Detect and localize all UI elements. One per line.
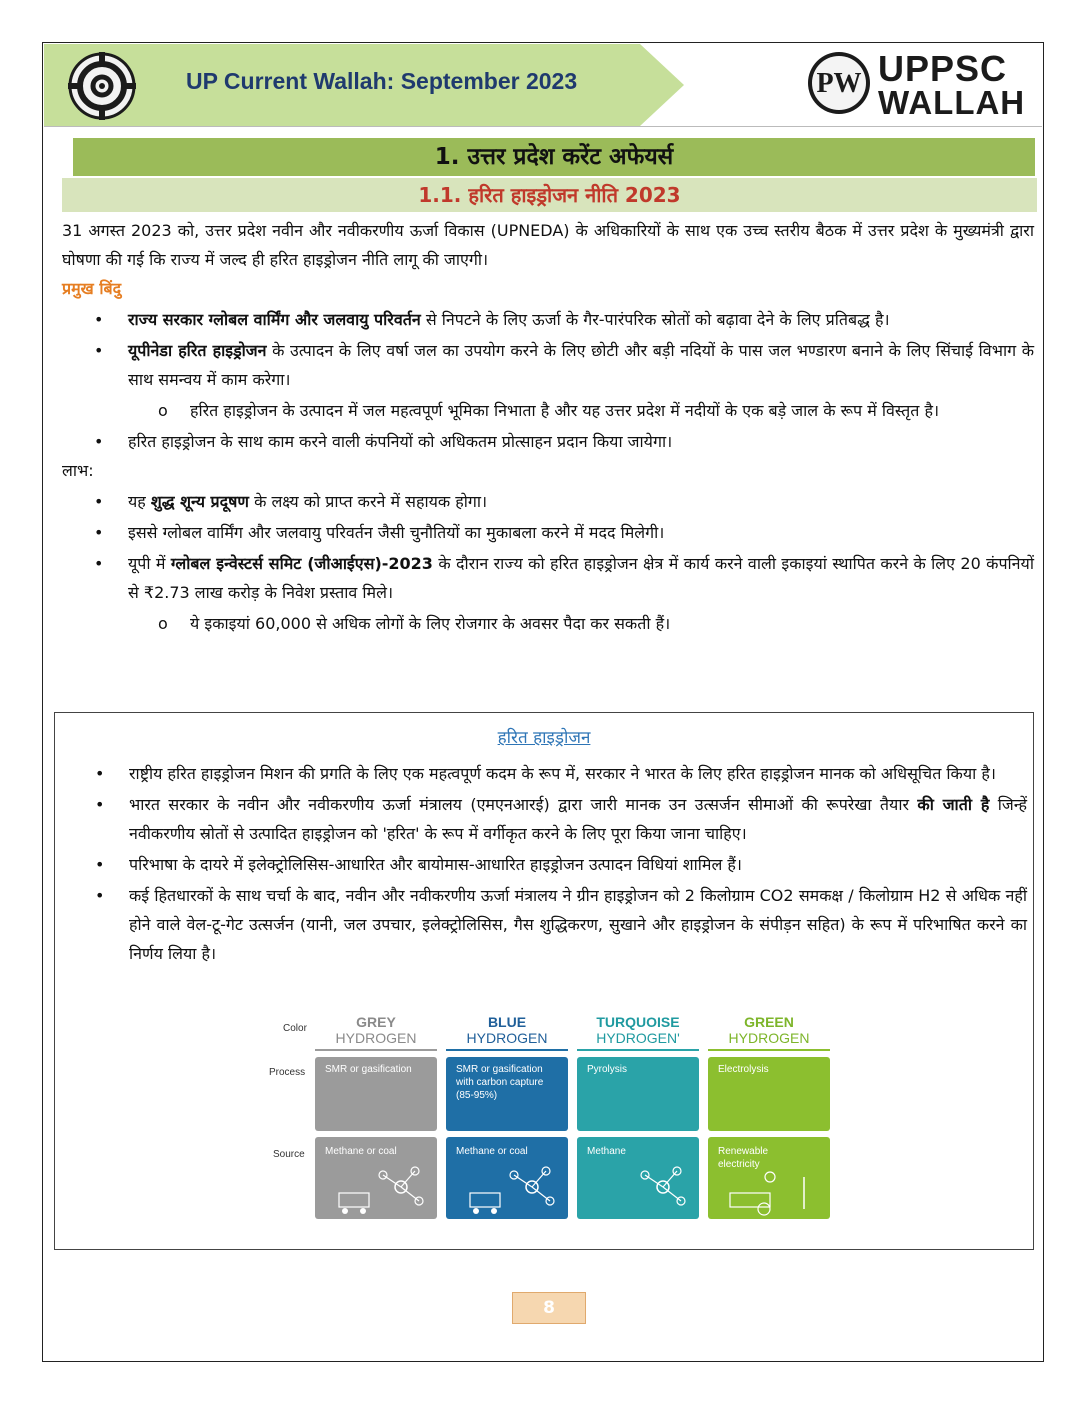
section-title: 1. उत्तर प्रदेश करेंट अफेयर्स <box>73 138 1035 176</box>
source-text: Renewable electricity <box>718 1146 769 1170</box>
info-box-content <box>63 757 1027 968</box>
info-box-list <box>63 759 1027 968</box>
column-subname: HYDROGEN <box>335 1030 417 1046</box>
benefits-list <box>62 487 1034 607</box>
row-label-source: Source <box>273 1149 305 1160</box>
page-header <box>44 44 1042 126</box>
brand-name-line1: UPPSC <box>878 48 1008 89</box>
column-name: GREY <box>356 1014 396 1030</box>
sub-list-item: o हरित हाइड्रोजन के उत्पादन में जल महत्वपूर्ण भूमिका निभाता है और यह उत्तर प्रदेश में नदीयों के एक बड़े जाल के रूप में विस्तृत है। <box>158 401 940 420</box>
info-box <box>54 712 1034 1250</box>
process-text: Pyrolysis <box>587 1064 628 1075</box>
brand-name-line2: WALLAH <box>878 84 1026 121</box>
list-item: • परिभाषा के दायरे में इलेक्ट्रोलिसिस-आधारित और बायोमास-आधारित हाइड्रोजन उत्पादन विधियां शामिल हैं। <box>95 855 742 874</box>
row-label-process: Process <box>269 1067 306 1078</box>
source-text: Methane or coal <box>456 1146 528 1157</box>
list-item: • यह शुद्ध शून्य प्रदूषण के लक्ष्य को प्राप्त करने में सहायक होगा। <box>94 492 488 511</box>
source-text: Methane <box>587 1146 626 1157</box>
list-item: • यूपी में ग्लोबल इन्वेस्टर्स समिट (जीआईएस)-2023 के दौरान राज्य को हरित हाइड्रोजन क्षेत्र में कार्य करने वाली इकाइयां स्थापित करने के लिए 20 कंपनियों से ₹2.73 लाख करोड़ के निवेश प्रस्ताव मिले। <box>94 554 1034 602</box>
column-rule <box>315 1049 437 1051</box>
key-points-heading: प्रमुख बिंदु <box>62 279 122 298</box>
subsection-title: 1.1. हरित हाइड्रोजन नीति 2023 <box>62 178 1037 212</box>
column-name: BLUE <box>487 1014 527 1030</box>
benefits-sublist <box>62 609 1034 638</box>
hydrogen-colors-figure <box>263 1009 833 1237</box>
list-item: • इससे ग्लोबल वार्मिंग और जलवायु परिवर्तन जैसी चुनौतियों का मुकाबला करने में मदद मिलेगी। <box>94 523 665 542</box>
process-text: SMR or gasification <box>325 1064 412 1075</box>
list-item: • राष्ट्रीय हरित हाइड्रोजन मिशन की प्रगति के लिए एक महत्वपूर्ण कदम के रूप में, सरकार ने भारत के लिए हरित हाइड्रोजन मानक को अधिसूचित किया है। <box>95 764 996 783</box>
intro-paragraph: 31 अगस्त 2023 को, उत्तर प्रदेश नवीन और नवीकरणीय ऊर्जा विकास (UPNEDA) के अधिकारियों के साथ एक उच्च स्तरीय बैठक में उत्तर प्रदेश के मुख्यमंत्री द्वारा घोषणा की गई कि राज्य में जल्द ही हरित हाइड्रोजन नीति लागू की जाएगी। <box>62 221 1034 269</box>
key-points-list-cont <box>62 427 1034 456</box>
row-label-color: Color <box>283 1023 307 1034</box>
page-number: 8 <box>512 1292 586 1324</box>
list-item: • कई हितधारकों के साथ चर्चा के बाद, नवीन और नवीकरणीय ऊर्जा मंत्रालय ने ग्रीन हाइड्रोजन को 2 किलोग्राम CO2 समकक्ष / किलोग्राम H2 से अधिक नहीं होने वाले वेल-टू-गेट उत्सर्जन (यानी, जल उपचार, इलेक्ट्रोलिसिस, गैस शुद्धिकरण, सुखाने और हाइड्रोजन के संपीड़न सहित) के रूप में परिभाषित करने का निर्णय लिया है। <box>95 886 1027 963</box>
target-icon <box>68 52 136 120</box>
column-rule <box>577 1049 699 1051</box>
list-item: • हरित हाइड्रोजन के साथ काम करने वाली कंपनियों को अधिकतम प्रोत्साहन प्रदान किया जायेगा। <box>94 432 673 451</box>
column-rule <box>708 1049 830 1051</box>
process-text: SMR or gasification with carbon capture (85-95%) <box>456 1064 544 1101</box>
brand-logo <box>808 50 1030 120</box>
article-body <box>62 216 1034 638</box>
list-item: • यूपीनेडा हरित हाइड्रोजन के उत्पादन के लिए वर्षा जल का उपयोग करने के लिए छोटी और बड़ी नदियों के पास जल भण्डारण बनाने के लिए सिंचाई विभाग के साथ समन्वय में काम करेगा। <box>94 341 1034 389</box>
sub-list-item: o ये इकाइयां 60,000 से अधिक लोगों के लिए रोजगार के अवसर पैदा कर सकती हैं। <box>158 614 671 633</box>
key-points-sublist <box>62 396 1034 425</box>
column-name: GREEN <box>744 1014 794 1030</box>
column-subname: HYDROGEN <box>728 1030 810 1046</box>
info-box-title: हरित हाइड्रोजन <box>497 728 591 748</box>
benefits-heading: लाभ: <box>62 461 94 480</box>
list-item: • राज्य सरकार ग्लोबल वार्मिंग और जलवायु परिवर्तन से निपटने के लिए ऊर्जा के गैर-पारंपरिक स्रोतों को बढ़ावा देने के लिए प्रतिबद्ध है। <box>94 310 890 329</box>
column-rule <box>446 1049 568 1051</box>
column-subname: HYDROGEN <box>466 1030 548 1046</box>
brand-initials: PW <box>816 68 862 99</box>
column-subname: HYDROGEN' <box>596 1030 680 1046</box>
header-divider <box>44 126 1042 127</box>
header-title: UP Current Wallah: September 2023 <box>186 68 578 94</box>
list-item: • भारत सरकार के नवीन और नवीकरणीय ऊर्जा मंत्रालय (एमएनआरई) द्वारा जारी मानक उन उत्सर्जन सीमाओं की रूपरेखा तैयार की जाती है जिन्हें नवीकरणीय स्रोतों से उत्पादित हाइड्रोजन को 'हरित' के रूप में वर्गीकृत करने के लिए पूरा किया जाना चाहिए। <box>95 795 1027 843</box>
pw-logo-icon <box>808 52 870 114</box>
process-text: Electrolysis <box>718 1064 769 1075</box>
key-points-list <box>62 305 1034 394</box>
column-name: TURQUOISE <box>596 1014 680 1030</box>
source-text: Methane or coal <box>325 1146 397 1157</box>
